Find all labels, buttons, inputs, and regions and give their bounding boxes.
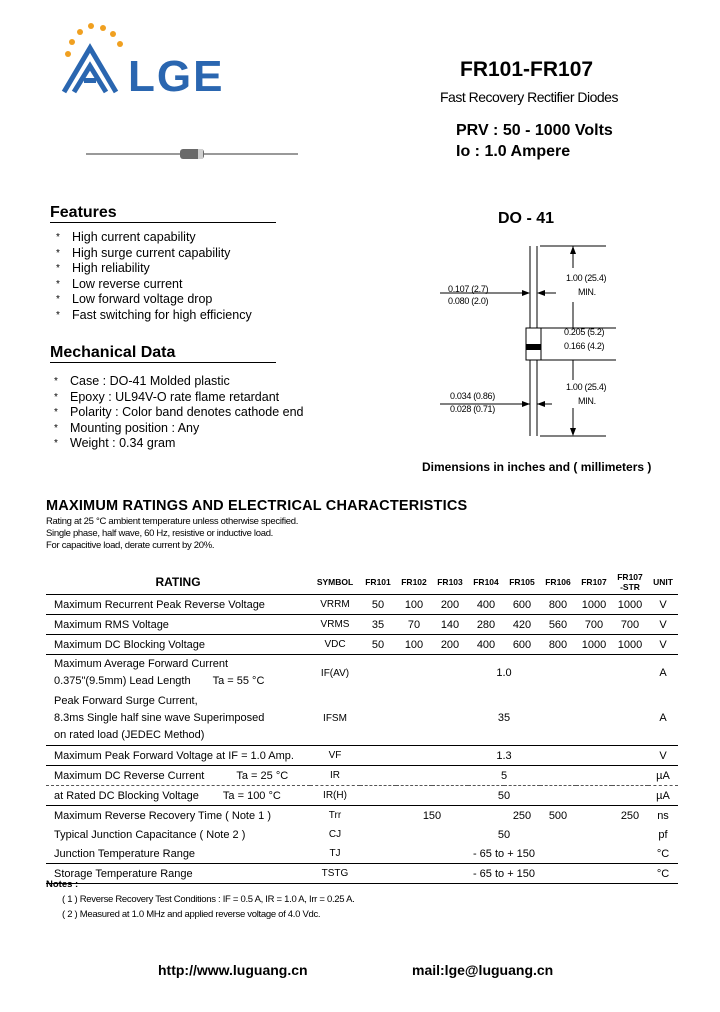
header-col: FR102 <box>401 577 427 587</box>
table-row: Maximum RMS Voltage VRMS 35 70 140 280 420 560 700 700 V <box>46 615 678 635</box>
logo-text: LGE <box>128 52 225 101</box>
company-logo <box>58 20 128 96</box>
list-item: * Fast switching for high efficiency <box>56 307 252 322</box>
footnote-2: ( 2 ) Measured at 1.0 MHz and applied reverse voltage of 4.0 Vdc. <box>62 909 321 920</box>
table-row: Maximum Reverse Recovery Time ( Note 1 ) Trr 150 250 500 250 ns <box>46 806 678 826</box>
rating-note: For capacitive load, derate current by 20%. <box>46 540 215 551</box>
header-col: FR101 <box>365 577 391 587</box>
dim-wire-min: 0.028 (0.71) <box>450 404 495 414</box>
mechanical-heading: Mechanical Data <box>50 344 276 363</box>
list-item: * Epoxy : UL94V-O rate flame retardant <box>54 389 280 404</box>
footer-url[interactable]: http://www.luguang.cn <box>158 962 308 978</box>
header-col: FR106 <box>545 577 571 587</box>
table-row: Typical Junction Capacitance ( Note 2 ) CJ 50 pf <box>54 828 668 841</box>
prv-rating: PRV : 50 - 1000 Volts <box>456 122 613 139</box>
dim-lead-dia-max: 0.107 (2.7) <box>448 284 489 294</box>
part-title: FR101-FR107 <box>460 58 594 81</box>
mechanical-list <box>54 374 304 452</box>
header-col: FR107 <box>581 577 607 587</box>
dim-lead-bot: 1.00 (25.4) <box>566 382 607 392</box>
header-col: FR103 <box>437 577 463 587</box>
list-item: * High current capability <box>56 230 196 244</box>
footnote-1: ( 1 ) Reverse Recovery Test Conditions : IF = 0.5 A, IR = 1.0 A, Irr = 0.25 A. <box>62 894 355 905</box>
package-name: DO - 41 <box>498 210 555 227</box>
table-row: Maximum Recurrent Peak Reverse Voltage VRRM 50 100 200 400 600 800 1000 1000 V <box>46 595 678 615</box>
list-item: * Mounting position : Any <box>54 420 200 435</box>
ratings-title: MAXIMUM RATINGS AND ELECTRICAL CHARACTERISTICS <box>46 498 468 514</box>
header-symbol: SYMBOL <box>316 577 354 587</box>
table-row: Maximum Average Forward Current 0.375"(9.5mm) Lead Length Ta = 55 °C IF(AV) 1.0 A <box>46 655 678 692</box>
io-rating: Io : 1.0 Ampere <box>456 143 571 160</box>
header-col-str: FR107 -STR <box>617 572 643 592</box>
subtitle: Fast Recovery Rectifier Diodes <box>440 89 618 105</box>
table-header-row <box>46 570 678 595</box>
table-row: Maximum DC Blocking Voltage VDC 50 100 200 400 600 800 1000 1000 V <box>46 635 678 655</box>
table-row: Junction Temperature Range TJ - 65 to + 150 °C <box>54 847 670 860</box>
list-item: * Polarity : Color band denotes cathode end <box>54 405 304 420</box>
diode-image <box>86 148 298 160</box>
list-item: * Weight : 0.34 gram <box>54 436 176 451</box>
header-rating: RATING <box>155 575 201 589</box>
list-item: * Low reverse current <box>56 276 183 291</box>
footer-mail[interactable]: mail:lge@luguang.cn <box>412 962 554 978</box>
dim-body-max: 0.205 (5.2) <box>564 327 605 337</box>
table-row: Maximum Peak Forward Voltage at IF = 1.0 Amp. VF 1.3 V <box>46 746 678 766</box>
dimensions-caption: Dimensions in inches and ( millimeters ) <box>422 460 652 474</box>
features-list <box>56 230 252 324</box>
list-item: * High reliability <box>56 261 150 276</box>
header-unit: UNIT <box>653 577 673 587</box>
header-col: FR104 <box>473 577 499 587</box>
list-item: * Low forward voltage drop <box>56 292 213 307</box>
table-row: at Rated DC Blocking Voltage Ta = 100 °C IR(H) 50 µA <box>46 786 678 806</box>
header-col: FR105 <box>509 577 535 587</box>
dim-lead-top-min: MIN. <box>578 287 596 297</box>
table-row: Maximum DC Reverse Current Ta = 25 °C IR 5 µA <box>46 766 678 786</box>
table-row: Peak Forward Surge Current, 8.3ms Single half sine wave Superimposed on rated load (JEDEC Method) IFSM 35 A <box>54 694 667 741</box>
list-item: * High surge current capability <box>56 245 231 260</box>
dim-lead-bot-min: MIN. <box>578 396 596 406</box>
dim-lead-top: 1.00 (25.4) <box>566 273 607 283</box>
rating-note: Rating at 25 °C ambient temperature unless otherwise specified. <box>46 516 299 527</box>
notes-label: Notes : <box>46 879 79 890</box>
dim-wire-max: 0.034 (0.86) <box>450 391 495 401</box>
dim-lead-dia-min: 0.080 (2.0) <box>448 296 489 306</box>
ratings-table <box>46 570 678 884</box>
features-heading: Features <box>50 204 276 223</box>
table-row: Storage Temperature Range TSTG - 65 to + 150 °C <box>46 864 678 884</box>
dim-body-min: 0.166 (4.2) <box>564 341 605 351</box>
list-item: * Case : DO-41 Molded plastic <box>54 374 230 388</box>
rating-note: Single phase, half wave, 60 Hz, resistive or inductive load. <box>46 528 274 539</box>
